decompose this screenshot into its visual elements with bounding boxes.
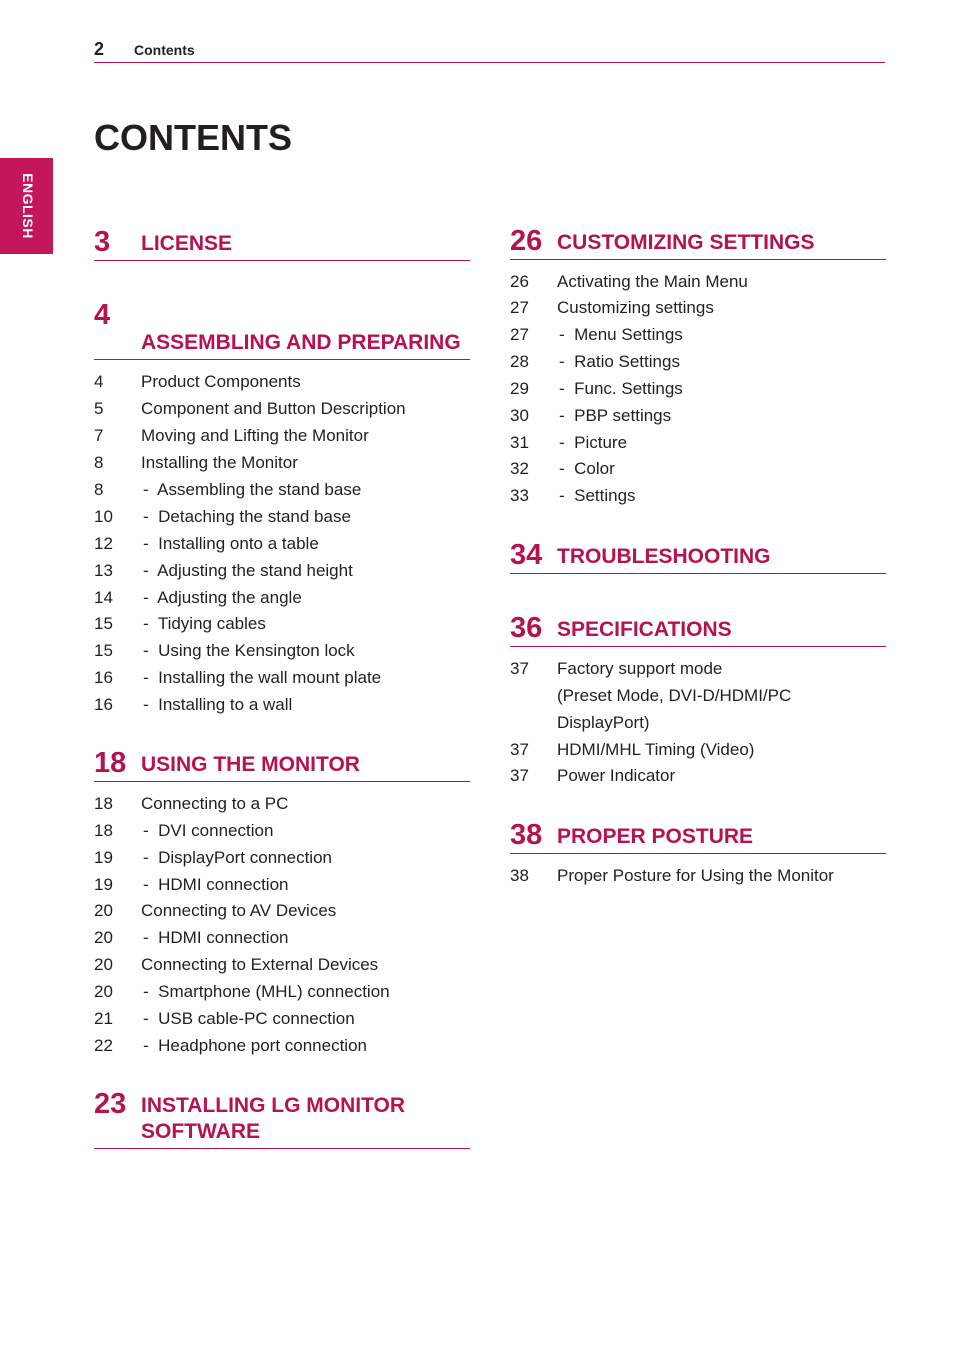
toc-section-specifications[interactable] [510, 607, 886, 647]
entry-text: Activating the Main Menu [557, 272, 748, 291]
toc-subentry[interactable] [94, 1005, 470, 1032]
toc-subentry[interactable] [510, 348, 886, 375]
toc-entry[interactable] [510, 268, 886, 295]
toc-subentry[interactable] [510, 482, 886, 509]
toc-section-posture[interactable] [510, 814, 886, 854]
entry-page: 28 [510, 352, 529, 371]
toc-entry[interactable] [94, 368, 470, 395]
section-number: 23 [94, 1088, 127, 1120]
entry-text: (Preset Mode, DVI-D/HDMI/PC [557, 686, 792, 705]
toc-subentry[interactable] [510, 429, 886, 456]
section-title: SPECIFICATIONS [557, 618, 732, 641]
entry-text: - DisplayPort connection [143, 844, 332, 871]
section-number: 18 [94, 747, 127, 779]
toc-subentry[interactable] [94, 924, 470, 951]
toc-subentry[interactable] [94, 844, 470, 871]
toc-subentry[interactable] [94, 691, 470, 718]
section-number: 34 [510, 539, 543, 571]
toc-subentry[interactable] [94, 610, 470, 637]
entry-text: Power Indicator [557, 766, 676, 785]
entry-page: 18 [94, 794, 113, 813]
toc-subentry[interactable] [510, 455, 886, 482]
toc-entry[interactable] [94, 422, 470, 449]
entry-text: - Color [559, 455, 615, 482]
entry-text: - Picture [559, 429, 627, 456]
entry-page: 14 [94, 588, 113, 607]
toc-subentry[interactable] [94, 1032, 470, 1059]
entry-page: 37 [510, 766, 529, 785]
entry-page: 20 [94, 982, 113, 1001]
entry-page: 7 [94, 426, 104, 445]
entry-page: 29 [510, 379, 529, 398]
section-title: PROPER POSTURE [557, 825, 754, 848]
entry-text: - Tidying cables [143, 610, 266, 637]
toc-subentry[interactable] [94, 503, 470, 530]
entry-text: - Detaching the stand base [143, 503, 351, 530]
entry-page: 30 [510, 406, 529, 425]
entry-text: - Adjusting the angle [143, 584, 302, 611]
entry-text: Factory support mode [557, 659, 723, 678]
entry-page: 16 [94, 695, 113, 714]
toc-subentry[interactable] [510, 375, 886, 402]
section-number: 4 [94, 299, 111, 331]
toc-subentry[interactable] [94, 664, 470, 691]
entry-text: - Ratio Settings [559, 348, 680, 375]
entry-text: Proper Posture for Using the Monitor [557, 866, 834, 885]
entry-text: - Installing the wall mount plate [143, 664, 381, 691]
entry-page: 8 [94, 453, 104, 472]
entry-page: 20 [94, 928, 113, 947]
toc-entry-continuation [510, 682, 886, 709]
section-number: 3 [94, 226, 111, 258]
entry-page: 12 [94, 534, 113, 553]
entry-text: - Settings [559, 482, 636, 509]
entry-text: - DVI connection [143, 817, 273, 844]
entry-text: - Headphone port connection [143, 1032, 367, 1059]
entry-text: Product Components [141, 372, 301, 391]
section-title: USING THE MONITOR [141, 753, 360, 776]
entry-page: 20 [94, 955, 113, 974]
toc-entry[interactable] [94, 449, 470, 476]
toc-subentry[interactable] [94, 584, 470, 611]
toc-section-customizing[interactable] [510, 220, 886, 260]
entry-page: 4 [94, 372, 104, 391]
toc-entry[interactable] [94, 395, 470, 422]
entry-page: 16 [94, 668, 113, 687]
entry-page: 13 [94, 561, 113, 580]
entry-page: 27 [510, 325, 529, 344]
section-title: TROUBLESHOOTING [557, 545, 771, 568]
toc-entry[interactable] [510, 655, 886, 682]
toc-section-using-monitor[interactable] [94, 742, 470, 782]
toc-subentry[interactable] [510, 321, 886, 348]
toc-subentry[interactable] [94, 978, 470, 1005]
entry-page: 15 [94, 641, 113, 660]
toc-section-software[interactable] [94, 1084, 470, 1149]
section-title: CUSTOMIZING SETTINGS [557, 231, 815, 254]
toc-subentry[interactable] [94, 530, 470, 557]
entry-page: 32 [510, 459, 529, 478]
section-title: LICENSE [141, 232, 233, 255]
entry-text: Connecting to AV Devices [141, 901, 337, 920]
entry-text: - PBP settings [559, 402, 671, 429]
toc-entry[interactable] [94, 790, 470, 817]
entry-text: - HDMI connection [143, 871, 289, 898]
entry-text: - Smartphone (MHL) connection [143, 978, 390, 1005]
entry-text: - Menu Settings [559, 321, 683, 348]
entry-text: DisplayPort) [557, 713, 650, 732]
entry-text: - Assembling the stand base [143, 476, 361, 503]
entry-page: 27 [510, 298, 529, 317]
toc-entry[interactable] [94, 897, 470, 924]
toc-subentry[interactable] [94, 871, 470, 898]
page-header [94, 38, 885, 63]
entry-page: 15 [94, 614, 113, 633]
entry-page: 21 [94, 1009, 113, 1028]
language-label: ENGLISH [20, 173, 36, 239]
entry-page: 20 [94, 901, 113, 920]
entry-page: 38 [510, 866, 529, 885]
entry-page: 33 [510, 486, 529, 505]
toc-subentry[interactable] [510, 402, 886, 429]
entry-page: 37 [510, 740, 529, 759]
toc-entry[interactable] [510, 294, 886, 321]
section-number: 38 [510, 819, 543, 851]
entry-text: Installing the Monitor [141, 453, 298, 472]
entry-text: - Func. Settings [559, 375, 683, 402]
toc-entry[interactable] [94, 951, 470, 978]
toc-subentry[interactable] [94, 817, 470, 844]
entry-text: Component and Button Description [141, 399, 406, 418]
entry-page: 19 [94, 875, 113, 894]
entry-text: - Installing onto a table [143, 530, 319, 557]
entry-page: 22 [94, 1036, 113, 1055]
toc-subentry[interactable] [94, 637, 470, 664]
entry-text: - USB cable-PC connection [143, 1005, 355, 1032]
page-number: 2 [94, 39, 105, 59]
entry-text: - Installing to a wall [143, 691, 292, 718]
entry-page: 26 [510, 272, 529, 291]
toc-section-troubleshooting[interactable] [510, 534, 886, 574]
entry-text: Moving and Lifting the Monitor [141, 426, 369, 445]
entry-page: 37 [510, 659, 529, 678]
toc-subentry[interactable] [94, 476, 470, 503]
entry-text: Connecting to External Devices [141, 955, 379, 974]
running-title: Contents [134, 42, 195, 58]
toc-section-license[interactable] [94, 222, 470, 261]
entry-page: 8 [94, 480, 104, 499]
entry-text: Connecting to a PC [141, 794, 289, 813]
toc-entry[interactable] [510, 862, 886, 889]
entry-text: - HDMI connection [143, 924, 289, 951]
entry-text: - Adjusting the stand height [143, 557, 353, 584]
section-number: 36 [510, 612, 543, 644]
section-title: ASSEMBLING AND PREPARING [141, 331, 461, 354]
toc-entry[interactable] [510, 736, 886, 763]
entry-page: 31 [510, 433, 529, 452]
section-title: INSTALLING LG MONITOR SOFTWARE [141, 1094, 406, 1143]
entry-page: 5 [94, 399, 104, 418]
page-title: CONTENTS [94, 117, 292, 158]
language-tab [0, 158, 53, 254]
section-number: 26 [510, 225, 543, 257]
toc-subentry[interactable] [94, 557, 470, 584]
entry-page: 18 [94, 821, 113, 840]
entry-page: 19 [94, 848, 113, 867]
toc-entry-continuation [510, 709, 886, 736]
entry-text: - Using the Kensington lock [143, 637, 355, 664]
toc-section-assembling[interactable] [94, 295, 470, 360]
entry-text: Customizing settings [557, 298, 714, 317]
toc-entry[interactable] [510, 762, 886, 789]
entry-page: 10 [94, 507, 113, 526]
entry-text: HDMI/MHL Timing (Video) [557, 740, 755, 759]
